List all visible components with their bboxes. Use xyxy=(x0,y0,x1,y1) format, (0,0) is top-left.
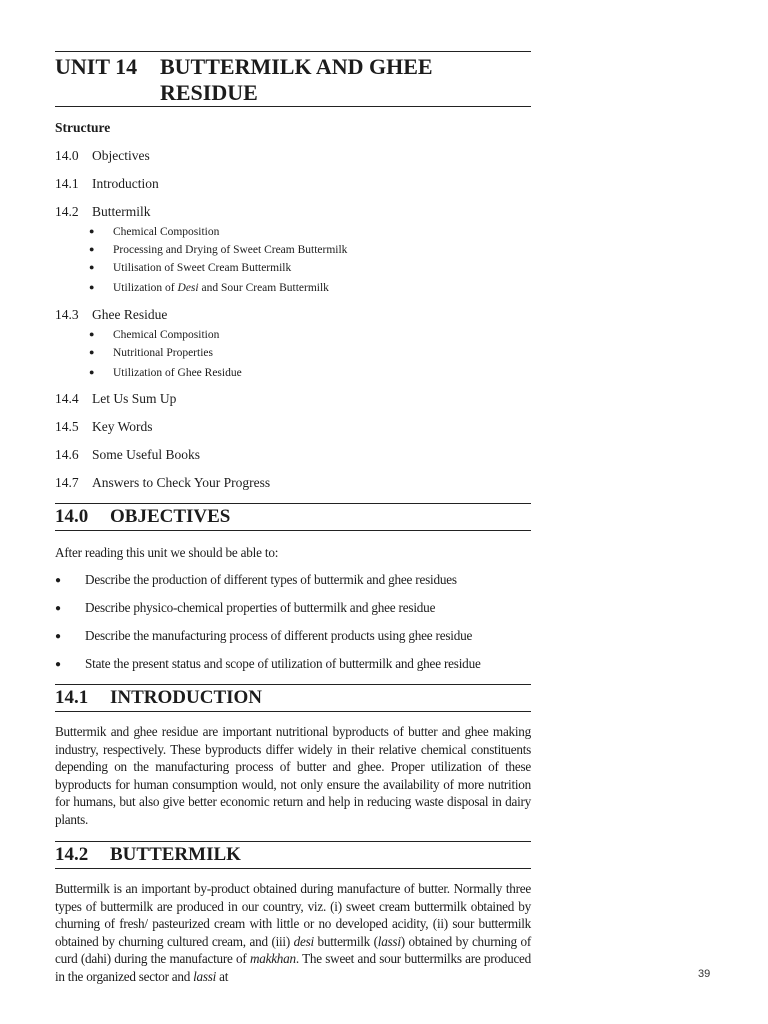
section-rule xyxy=(55,684,531,685)
section-heading-introduction: 14.1 INTRODUCTION xyxy=(55,687,263,708)
section-rule xyxy=(55,711,531,712)
toc-subitem: ● Utilization of Ghee Residue xyxy=(89,367,242,379)
unit-title: BUTTERMILK AND GHEE RESIDUE xyxy=(160,54,433,105)
toc-subitem: ● Chemical Composition xyxy=(89,226,220,238)
toc-subitem: ● Utilization of Desi and Sour Cream Buttermilk xyxy=(89,282,329,294)
toc-item: 14.5 Key Words xyxy=(55,419,153,434)
introduction-paragraph: Buttermik and ghee residue are important nutritional byproducts of butter and ghee making industry, respectively. These byproducts differ widely in their relative chemical constituents depending on the manufacturing process of butter and ghee. Proper utilization of these byproducts for human consumption would, not only ensure the availability of more nutrition for humans, but also give better economic return and help in reducing waste disposal in dairy plants. xyxy=(55,724,531,827)
unit-number: UNIT 14 xyxy=(55,54,138,79)
section-heading-objectives: 14.0 OBJECTIVES xyxy=(55,506,231,527)
objective-item: ● Describe the manufacturing process of different products using ghee residue xyxy=(55,628,473,643)
objective-item: ● Describe the production of different types of buttermik and ghee residues xyxy=(55,572,457,587)
objective-item: ● Describe physico-chemical properties of buttermilk and ghee residue xyxy=(55,600,436,615)
toc-subitem: ● Chemical Composition xyxy=(89,329,220,341)
toc-item: 14.7 Answers to Check Your Progress xyxy=(55,475,271,490)
toc-item: 14.3 Ghee Residue xyxy=(55,307,168,322)
buttermilk-paragraph: Buttermilk is an important by-product obtained during manufacture of butter. Normally three types of buttermilk are produced in our country, viz. (i) sweet cream buttermilk obtained by churning of fresh/ pasteurized cream with little or no developed acidity, (ii) sour buttermilk obtained by churning cultured cream, and (iii) desi buttermilk (lassi) obtained by churning of curd (dahi) during the manufacture of makkhan. The sweet and sour buttermilks are produced in the organized sector and lassi at xyxy=(55,881,531,984)
page-number: 39 xyxy=(698,968,711,980)
structure-label: Structure xyxy=(55,120,111,135)
section-heading-buttermilk: 14.2 BUTTERMILK xyxy=(55,844,241,865)
toc-subitem: ● Nutritional Properties xyxy=(89,347,213,359)
objective-item: ● State the present status and scope of utilization of buttermilk and ghee residue xyxy=(55,656,481,671)
toc-subitem: ● Utilisation of Sweet Cream Buttermilk xyxy=(89,262,292,274)
toc-item: 14.1 Introduction xyxy=(55,176,159,191)
top-rule xyxy=(55,51,531,52)
objectives-intro: After reading this unit we should be able to: xyxy=(55,545,279,560)
toc-item: 14.0 Objectives xyxy=(55,148,150,163)
section-rule xyxy=(55,868,531,869)
toc-item: 14.6 Some Useful Books xyxy=(55,447,200,462)
toc-item: 14.2 Buttermilk xyxy=(55,204,151,219)
section-rule xyxy=(55,841,531,842)
section-rule xyxy=(55,530,531,531)
toc-subitem: ● Processing and Drying of Sweet Cream Buttermilk xyxy=(89,244,348,256)
heading-bottom-rule xyxy=(55,106,531,107)
toc-item: 14.4 Let Us Sum Up xyxy=(55,391,177,406)
section-rule xyxy=(55,503,531,504)
